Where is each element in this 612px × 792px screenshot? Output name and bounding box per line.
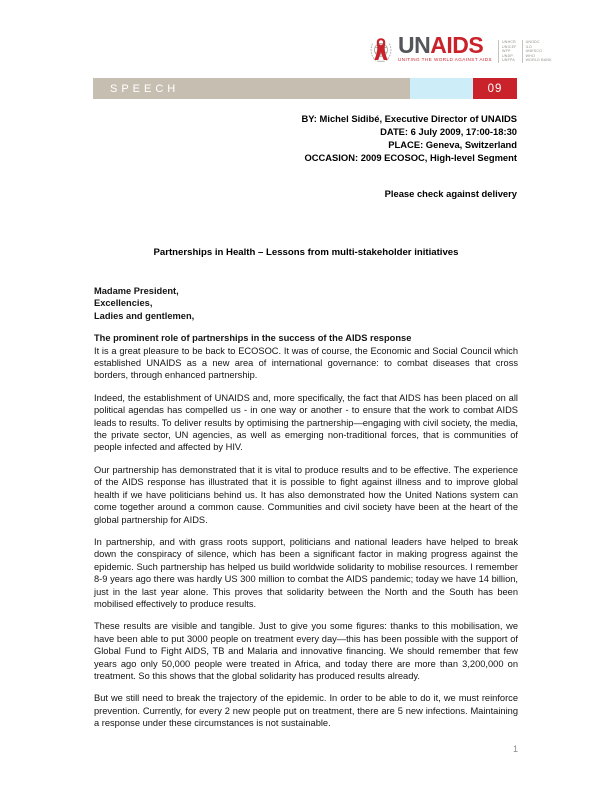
page-number: 1 bbox=[512, 744, 518, 754]
cosponsor: UNODC bbox=[525, 40, 540, 44]
metadata-by-label: BY: bbox=[301, 113, 317, 124]
cosponsor: UNESCO bbox=[525, 49, 543, 54]
metadata-place-label: PLACE: bbox=[388, 139, 424, 150]
metadata-by bbox=[301, 112, 517, 125]
metadata-occasion-label: OCCASION: bbox=[304, 152, 359, 163]
banner-label: SPEECH bbox=[110, 82, 180, 95]
section-heading: The prominent role of partnerships in the success of the AIDS response bbox=[94, 333, 412, 344]
salutation-line: Excellencies, bbox=[94, 298, 153, 309]
paragraph: But we still need to break the trajectory of the epidemic. In order to be able to do it, we must reinforce prevention. Currently, for every 2 new people put on treatment, there are 5 new infections. Maintaining a response under these circumstances is not sustainable. bbox=[94, 693, 518, 729]
metadata-date-value: 6 July 2009, 17:00-18:30 bbox=[408, 126, 517, 137]
metadata-occasion bbox=[301, 151, 517, 164]
paragraph: Our partnership has demonstrated that it is vital to produce results and to be effective. The experience of the AIDS response has illustrated that it is possible to fight against illness and to improve global health if we have politicians behind us. It has also demonstrated how the United Nations system can come together around a common cause. Communities and civil society have been at the heart of the global partnership for AIDS. bbox=[94, 464, 518, 525]
metadata-by-value: Michel Sidibé, Executive Director of UNAIDS bbox=[316, 113, 517, 124]
metadata-date bbox=[301, 125, 517, 138]
speech-body bbox=[94, 285, 518, 740]
cosponsor: WFP bbox=[502, 49, 511, 54]
unaids-wordmark bbox=[398, 34, 492, 62]
paragraph: These results are visible and tangible. Just to give you some figures: thanks to this mobilisation, we have been able to put 3000 people on treatment every day—this has been possible with the support of Global Fund to Fight AIDS, TB and Malaria and innovative financing. We should remember that few years ago only 50,000 people were treated in Africa, and today there are more than 3,200,000 on treatment. So this shows that the global solidarity has produced results already. bbox=[94, 621, 518, 681]
delivery-note: Please check against delivery bbox=[384, 188, 517, 199]
cosponsor: WHO bbox=[525, 53, 535, 58]
metadata-date-label: DATE: bbox=[380, 126, 409, 137]
banner-number: 09 bbox=[487, 82, 503, 95]
cosponsor: ILO bbox=[525, 44, 532, 49]
banner-number-badge bbox=[473, 78, 517, 99]
speech-metadata bbox=[301, 112, 517, 200]
logo-tagline: UNITING THE WORLD AGAINST AIDS bbox=[398, 57, 492, 62]
cosponsor: UNHCR bbox=[502, 40, 516, 44]
salutation-line: Ladies and gentlemen, bbox=[94, 310, 195, 321]
metadata-occasion-value: 2009 ECOSOC, High-level Segment bbox=[358, 152, 517, 163]
salutation-line: Madame President, bbox=[94, 286, 179, 296]
speech-banner bbox=[93, 78, 517, 99]
banner-gray-segment bbox=[93, 78, 410, 99]
paragraph: Indeed, the establishment of UNAIDS and, more specifically, the fact that AIDS has been placed on all political agendas has compelled us - in one way or another - to ensure that the work to combat AIDS leads to results. To deliver results by optimising the partnership—engaging with civil society, the media, the private sector, UN agencies, as well as emerging non-traditional forces, that is communities of people infected and affected by HIV. bbox=[94, 392, 518, 453]
speech-title: Partnerships in Health – Lessons from multi-stakeholder initiatives bbox=[153, 247, 459, 258]
cosponsor: UNDP bbox=[502, 53, 513, 58]
cosponsor-column-2 bbox=[522, 40, 552, 63]
wordmark-aids: AIDS bbox=[430, 32, 484, 58]
paragraph: In partnership, and with grass roots support, politicians and national leaders have helped to break down the conspiracy of silence, which has been a significant factor in making progress against the epidemic. Such partnership has helped us build worldwide solidarity to mobilise resources. I remember 8-9 years ago there was hardly US 300 million to combat the AIDS pandemic; today we have 14 billion, just in the last year alone. This proves that solidarity between the North and the South has been mobilised effectively to produce results. bbox=[94, 536, 518, 609]
metadata-place-value: Geneva, Switzerland bbox=[423, 139, 517, 150]
metadata-place bbox=[301, 138, 517, 151]
paragraph: It is a great pleasure to be back to ECOSOC. It was of course, the Economic and Social Council which established UNAIDS as a new area of international governance: to combat diseases that cross borders, through enhanced partnership. bbox=[94, 345, 518, 381]
cosponsor: WORLD BANK bbox=[525, 58, 552, 63]
cosponsor: UNICEF bbox=[502, 44, 517, 49]
wordmark-un: UN bbox=[398, 32, 431, 58]
cosponsor-list bbox=[498, 40, 552, 63]
unaids-emblem-icon bbox=[366, 36, 396, 70]
cosponsor-column-1 bbox=[498, 40, 517, 63]
banner-blue-segment bbox=[410, 78, 473, 99]
unaids-logo bbox=[366, 34, 560, 72]
salutation bbox=[94, 285, 518, 322]
cosponsor: UNFPA bbox=[502, 58, 515, 63]
